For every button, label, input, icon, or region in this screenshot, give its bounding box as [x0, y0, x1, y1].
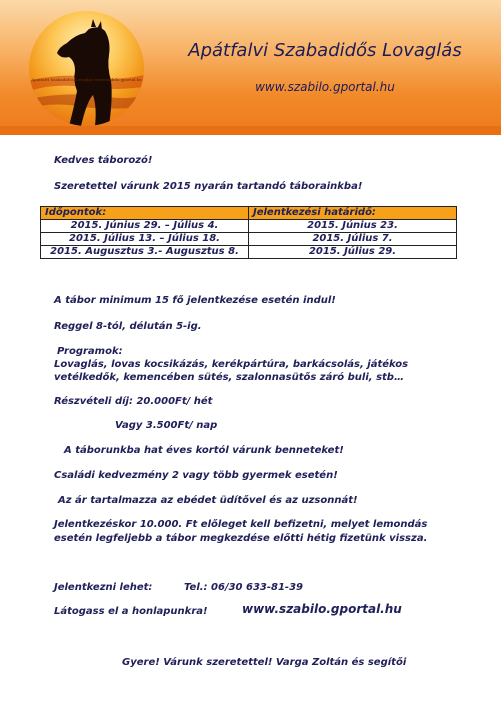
- table-cell: 2015. Július 7.: [249, 233, 457, 246]
- header-banner: [0, 0, 501, 135]
- table-row: [41, 220, 457, 233]
- table-cell: 2015. Június 29. – Július 4.: [41, 220, 249, 233]
- programs-line-1: Lovaglás, lovas kocsikázás, kerékpártúra, barkácsolás, játékos: [54, 359, 409, 370]
- fee-week: Részvételi díj: 20.000Ft/ hét: [54, 396, 213, 407]
- contact-phone[interactable]: Tel.: 06/30 633-81-39: [184, 582, 303, 593]
- table-row: [41, 246, 457, 259]
- hours-text: Reggel 8-tól, délután 5-ig.: [54, 321, 202, 332]
- table-cell: 2015. Június 23.: [249, 220, 457, 233]
- programs-label: Programok:: [57, 346, 123, 357]
- intro-text: Szeretettel várunk 2015 nyarán tartandó táborainkba!: [54, 181, 363, 192]
- table-cell: 2015. Augusztus 3.- Augusztus 8.: [41, 246, 249, 259]
- family-discount: Családi kedvezmény 2 vagy több gyermek esetén!: [54, 470, 338, 481]
- header-strip: [0, 126, 501, 135]
- visit-label: Látogass el a honlapunkra!: [54, 606, 208, 617]
- greeting: Kedves táborozó!: [54, 155, 153, 166]
- website-link[interactable]: www.szabilo.gportal.hu: [242, 602, 402, 616]
- horse-silhouette-icon: [29, 11, 144, 126]
- deposit-line-2: esetén legfeljebb a tábor megkezdése előtti hétig fizetünk vissza.: [54, 533, 428, 544]
- header-website[interactable]: www.szabilo.gportal.hu: [255, 80, 395, 94]
- logo: [29, 11, 144, 126]
- age-text: A táborunkba hat éves kortól várunk benneteket!: [64, 445, 344, 456]
- contact-label: Jelentkezni lehet:: [54, 582, 153, 593]
- column-header-dates: Időpontok:: [41, 207, 249, 220]
- closing-text: Gyere! Várunk szeretettel! Varga Zoltán és segítői: [122, 657, 407, 668]
- table-header-row: [41, 207, 457, 220]
- table-row: [41, 233, 457, 246]
- page-title: Apátfalvi Szabadidős Lovaglás: [188, 40, 462, 61]
- minimum-participants: A tábor minimum 15 fő jelentkezése esetén indul!: [54, 295, 336, 306]
- programs-line-2: vetélkedők, kemencében sütés, szalonnasütős záró buli, stb…: [54, 372, 404, 383]
- included-text: Az ár tartalmazza az ebédet üdítővel és az uzsonnát!: [58, 495, 358, 506]
- dates-table: [40, 206, 457, 259]
- column-header-deadline: Jelentkezési határidő:: [249, 207, 457, 220]
- deposit-line-1: Jelentkezéskor 10.000. Ft előleget kell befizetni, melyet lemondás: [54, 519, 428, 530]
- fee-day: Vagy 3.500Ft/ nap: [115, 420, 218, 431]
- table-cell: 2015. Július 13. – Július 18.: [41, 233, 249, 246]
- logo-text: Apátfalvi Szabadidős Lovaglás www.szabilo.gportal.hu: [31, 77, 142, 82]
- table-cell: 2015. Július 29.: [249, 246, 457, 259]
